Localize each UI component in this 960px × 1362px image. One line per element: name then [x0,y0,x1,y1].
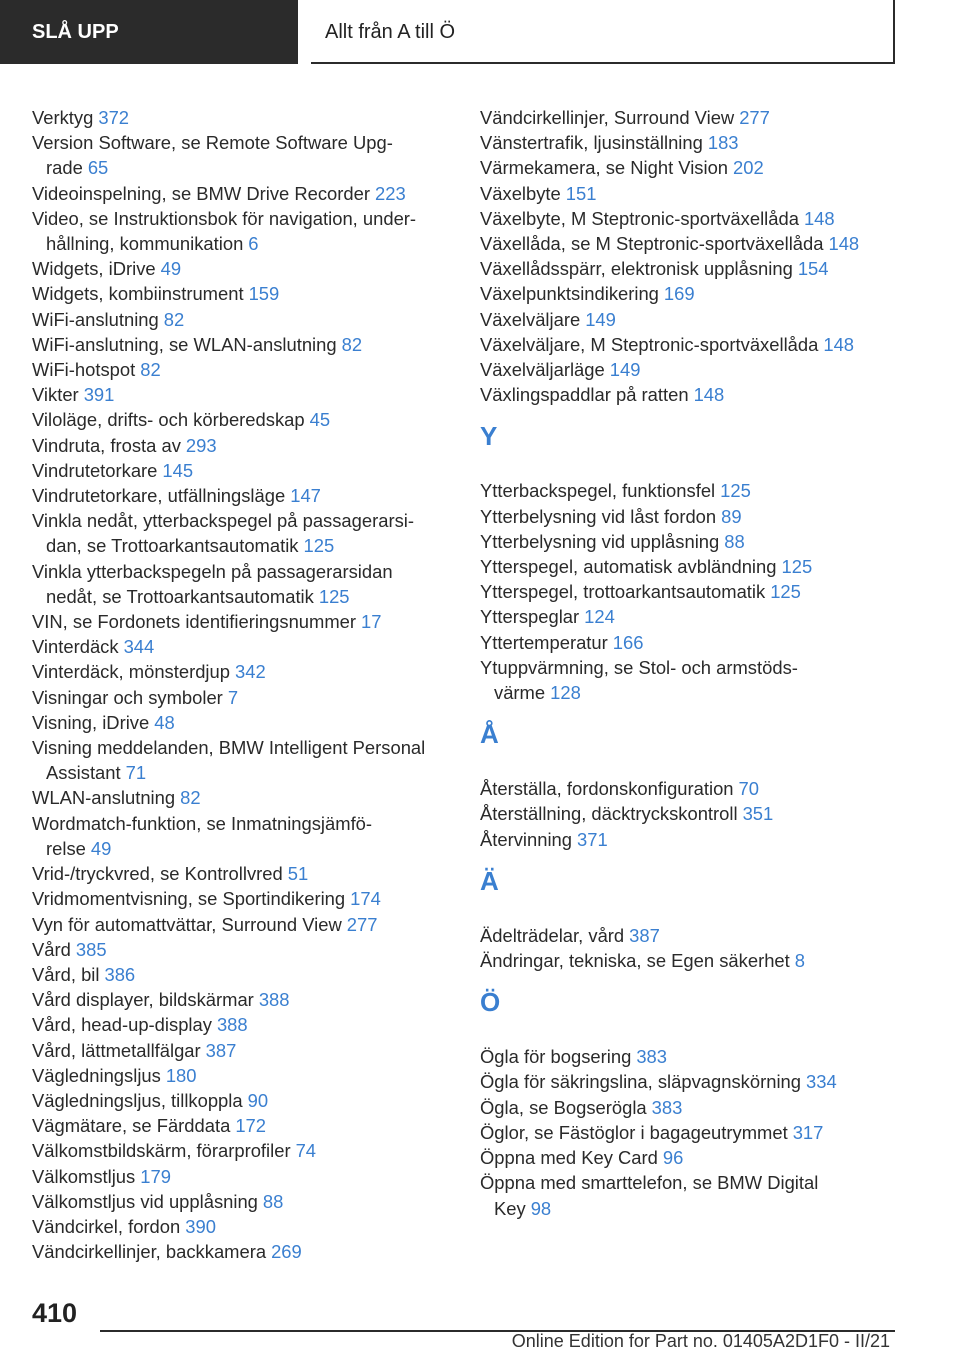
page-link[interactable]: 342 [234,661,266,683]
page-link[interactable]: 7 [227,686,239,708]
entry-text: Vrid-/tryckvred, se Kontrollvred [32,863,283,885]
index-entry [480,1069,920,1094]
entry-text: Vård, bil [32,963,100,985]
entry-text: Välkomstljus [32,1165,136,1187]
entry-text: Visning, iDrive [32,711,150,733]
entry-text: Ytterbelysning vid upplåsning [480,530,720,552]
index-entry [32,1012,452,1037]
page-link[interactable]: 317 [792,1121,824,1143]
index-entry [480,579,920,604]
page-link[interactable]: 48 [154,711,175,733]
entry-text: Ytterspeglar [480,606,580,628]
index-entry [480,307,920,332]
entry-text: Vindrutetorkare [32,459,158,481]
index-entry [480,948,920,973]
footer-edition: Online Edition for Part no. 01405A2D1F0 - II/21 [511,1331,890,1351]
page-link[interactable]: 149 [585,308,616,330]
page-link[interactable]: 125 [770,581,801,603]
index-entry [480,1170,920,1220]
page-link[interactable]: 344 [123,636,155,658]
index-entry [480,923,920,948]
index-entry [32,105,452,130]
entry-text: Växelväljare [480,308,581,330]
section-letter-heading: Ö [480,987,501,1018]
page-link[interactable]: 277 [346,913,378,935]
index-entry [480,776,920,801]
page-link[interactable]: 293 [185,434,217,456]
entry-text: Växlingspaddlar på ratten [480,384,689,406]
index-entry [480,801,920,826]
page-link[interactable]: 124 [584,606,615,628]
index-entry [32,962,452,987]
index-entry [32,1088,452,1113]
entry-text: Vänstertrafik, ljusinställning [480,132,703,154]
entry-text: Vinterdäck, mönsterdjup [32,661,230,683]
page-link[interactable]: 82 [341,333,363,355]
index-column-left [32,105,452,1264]
entry-text: VIN, se Fordonets identifieringsnummer [32,611,357,633]
page-link[interactable]: 147 [290,485,321,507]
page-link[interactable]: 180 [165,1064,197,1086]
page-title: Allt från A till Ö [311,0,895,64]
page-link[interactable]: 148 [823,333,855,355]
entry-text: Video, se Instruktionsbok för navigation, under- [32,207,417,229]
page-number: 410 [32,1298,78,1328]
page-link[interactable]: 71 [125,762,147,784]
entry-text-continued: Assistant [46,762,121,784]
page-link[interactable]: 6 [248,233,259,255]
entry-text-continued: nedåt, se Trottoarkantsautomatik [46,585,314,607]
entry-text: Vård displayer, bildskärmar [32,989,254,1011]
index-entry [32,1038,452,1063]
index-entry [480,827,920,852]
page-link[interactable]: 269 [271,1241,302,1263]
entry-text: Växelväljarläge [480,359,605,381]
index-entry [480,155,920,180]
index-entry [32,710,452,735]
page-link[interactable]: 388 [258,989,290,1011]
page-link[interactable]: 70 [738,778,759,800]
index-entry [32,433,452,458]
index-entry [32,811,452,861]
entry-text: Vård, lättmetallfälgar [32,1039,201,1061]
entry-text: Återställa, fordonskonfiguration [480,778,734,800]
page-link[interactable]: 148 [693,384,725,406]
entry-text: Växellåda, se M Steptronic-sportväxellåda [480,233,824,255]
entry-text: Vindruta, frosta av [32,434,181,456]
entry-text: WiFi-anslutning, se WLAN-anslutning [32,333,337,355]
index-entry [480,1044,920,1069]
entry-text: Visning meddelanden, BMW Intelligent Personal [32,737,426,759]
page-link[interactable]: 149 [609,359,641,381]
page-link[interactable]: 154 [797,258,829,280]
page-link[interactable]: 125 [720,480,751,502]
entry-text-continued: värme [494,682,546,704]
page-link[interactable]: 90 [247,1089,269,1111]
page-link[interactable]: 169 [663,283,695,305]
index-entry [32,1063,452,1088]
index-entry [32,1138,452,1163]
page-link[interactable]: 98 [530,1197,552,1219]
index-entry [32,508,452,558]
page-link[interactable]: 372 [98,107,130,128]
entry-text: Vägmätare, se Färddata [32,1115,231,1137]
index-column-right [480,105,920,1221]
entry-text: Vändcirkellinjer, Surround View [480,107,735,128]
entry-text: Ögla för bogsering [480,1046,632,1068]
page-link[interactable]: 45 [309,409,331,431]
entry-text: Ytterbackspegel, funktionsfel [480,480,716,502]
index-entry [32,1189,452,1214]
index-entry [32,861,452,886]
entry-text: Vikter [32,384,79,406]
index-entry [32,634,452,659]
page-link[interactable]: 49 [90,837,112,859]
entry-text: Ytterspegel, trottoarkantsautomatik [480,581,766,603]
index-entry [480,130,920,155]
index-entry [32,912,452,937]
page-link[interactable]: 334 [805,1071,837,1093]
page-link[interactable]: 174 [350,888,381,910]
entry-text: Vridmomentvisning, se Sportindikering [32,888,346,910]
page-link[interactable]: 8 [794,950,805,972]
entry-text: Växelbyte, M Steptronic-sportväxellåda [480,207,799,229]
entry-text: Wordmatch-funktion, se Inmatningsjämfö- [32,812,373,834]
page-link[interactable]: 183 [707,132,739,154]
entry-text: Öglor, se Fästöglor i bagageutrymmet [480,1121,788,1143]
index-entry [32,458,452,483]
entry-text: Växelbyte [480,182,561,204]
entry-text: WiFi-anslutning [32,308,159,330]
entry-text: Växelväljare, M Steptronic-sportväxellåda [480,333,819,355]
index-entry [32,1214,452,1239]
entry-text: Vägledningsljus, tillkoppla [32,1089,243,1111]
page-link[interactable]: 391 [83,384,115,406]
page-link[interactable]: 51 [287,863,309,885]
page-link[interactable]: 125 [781,556,813,578]
page-link[interactable]: 179 [140,1165,171,1187]
page-link[interactable]: 82 [180,787,201,809]
entry-text: Ytuppvärmning, se Stol- och armstöds- [480,656,798,678]
index-entry [480,105,920,130]
page-link[interactable]: 65 [87,157,109,179]
entry-text: Ändringar, tekniska, se Egen säkerhet [480,950,790,972]
page-link[interactable]: 125 [303,535,335,557]
page-link[interactable]: 17 [361,611,382,633]
entry-text: Ögla, se Bogserögla [480,1096,647,1118]
entry-text: Yttertemperatur [480,631,608,653]
page-link[interactable]: 202 [733,157,764,179]
index-entry [32,937,452,962]
page-link[interactable]: 371 [577,828,608,850]
index-entry [480,1120,920,1145]
entry-text: Vinkla ytterbackspegeln på passagerarsidan [32,560,393,582]
page-link[interactable]: 385 [75,938,107,960]
index-entry [32,1239,452,1264]
entry-text-continued: dan, se Trottoarkantsautomatik [46,535,299,557]
index-entry [480,256,920,281]
page-link[interactable]: 148 [828,233,860,255]
section-letter-heading: Ä [480,865,499,896]
index-entry [32,130,452,180]
entry-text: Vändcirkellinjer, backkamera [32,1241,267,1263]
index-entry [32,206,452,256]
index-entry [480,332,920,357]
index-entry [480,529,920,554]
entry-text: Version Software, se Remote Software Upg- [32,132,393,154]
entry-text: WLAN-anslutning [32,787,176,809]
entry-text: Vindrutetorkare, utfällningsläge [32,485,286,507]
index-entry [32,483,452,508]
entry-text: Vinkla nedåt, ytterbackspegel på passagerarsi- [32,510,415,532]
page-link[interactable]: 387 [629,924,660,946]
page-link[interactable]: 88 [724,530,745,552]
index-entry [32,685,452,710]
page-link[interactable]: 386 [104,963,136,985]
index-entry [480,281,920,306]
entry-text: Värmekamera, se Night Vision [480,157,729,179]
index-entry [32,382,452,407]
page-link[interactable]: 88 [262,1190,284,1212]
entry-text: WiFi-hotspot [32,359,136,381]
index-entry [32,609,452,634]
index-entry [32,256,452,281]
entry-text: Välkomstbildskärm, förarprofiler [32,1140,291,1162]
page-link[interactable]: 96 [662,1147,684,1169]
page-link[interactable]: 390 [185,1215,216,1237]
index-entry [32,307,452,332]
index-entry [32,735,452,785]
entry-text: Ögla för säkringslina, släpvagnskörning [480,1071,801,1093]
entry-text: Vinterdäck [32,636,119,658]
index-entry [32,181,452,206]
index-entry [32,281,452,306]
index-entry [32,1164,452,1189]
entry-text: Öppna med Key Card [480,1147,658,1169]
page-link[interactable]: 351 [742,803,774,825]
entry-text: Återställning, däcktryckskontroll [480,803,738,825]
index-entry [32,659,452,684]
page-link[interactable]: 383 [636,1046,667,1068]
index-entry [480,604,920,629]
entry-text: Visningar och symboler [32,686,223,708]
entry-text: Välkomstljus vid upplåsning [32,1190,258,1212]
entry-text: Öppna med smarttelefon, se BMW Digital [480,1172,819,1194]
entry-text: Vändcirkel, fordon [32,1215,181,1237]
index-entry [480,655,920,705]
page-link[interactable]: 49 [160,258,182,280]
entry-text: Vyn för automattvättar, Surround View [32,913,342,935]
index-entry [32,407,452,432]
entry-text-continued: hållning, kommunikation [46,233,244,255]
index-entry [480,554,920,579]
section-tab[interactable]: SLÅ UPP [0,0,298,64]
page-link[interactable]: 387 [205,1039,237,1061]
entry-text: Växellådsspärr, elektronisk upplåsning [480,258,793,280]
index-entry [32,559,452,609]
page-link[interactable]: 82 [140,359,161,381]
index-entry [480,231,920,256]
page-link[interactable]: 128 [550,682,581,704]
entry-text: Vård [32,938,71,960]
entry-text: Videoinspelning, se BMW Drive Recorder [32,182,370,204]
entry-text-continued: Key [494,1197,526,1219]
entry-text: Växelpunktsindikering [480,283,659,305]
index-entry [32,785,452,810]
index-entry [32,357,452,382]
page-link[interactable]: 277 [739,107,770,128]
index-entry [32,1113,452,1138]
page-link[interactable]: 383 [651,1096,683,1118]
page-link[interactable]: 159 [248,283,280,305]
page-link[interactable]: 89 [721,505,742,527]
page-link[interactable]: 223 [375,182,406,204]
index-entry [480,504,920,529]
index-entry [480,630,920,655]
entry-text: Viloläge, drifts- och körberedskap [32,409,305,431]
index-entry [480,1095,920,1120]
index-entry [480,357,920,382]
page-link[interactable]: 172 [235,1115,267,1137]
section-letter-heading: Y [480,421,498,452]
index-entry [480,478,920,503]
entry-text-continued: relse [46,837,86,859]
index-entry [480,181,920,206]
entry-text: Återvinning [480,828,573,850]
index-entry [32,987,452,1012]
entry-text: Verktyg [32,107,94,128]
section-letter-heading: Å [480,719,499,750]
entry-text: Widgets, iDrive [32,258,156,280]
index-entry [480,206,920,231]
index-entry [32,332,452,357]
entry-text: Vägledningsljus [32,1064,161,1086]
page-link[interactable]: 388 [216,1014,248,1036]
page-link[interactable]: 74 [295,1140,317,1162]
page-link[interactable]: 82 [163,308,185,330]
entry-text-continued: rade [46,157,83,179]
index-entry [480,382,920,407]
page-link[interactable]: 166 [612,631,644,653]
entry-text: Ytterspegel, automatisk avbländning [480,556,777,578]
page-link[interactable]: 151 [565,182,597,204]
page-link[interactable]: 145 [162,459,194,481]
index-entry [480,1145,920,1170]
entry-text: Ädelträdelar, vård [480,924,625,946]
entry-text: Widgets, kombiinstrument [32,283,244,305]
entry-text: Ytterbelysning vid låst fordon [480,505,717,527]
page-link[interactable]: 148 [803,207,835,229]
entry-text: Vård, head-up-display [32,1014,212,1036]
index-entry [32,886,452,911]
page-link[interactable]: 125 [318,585,350,607]
